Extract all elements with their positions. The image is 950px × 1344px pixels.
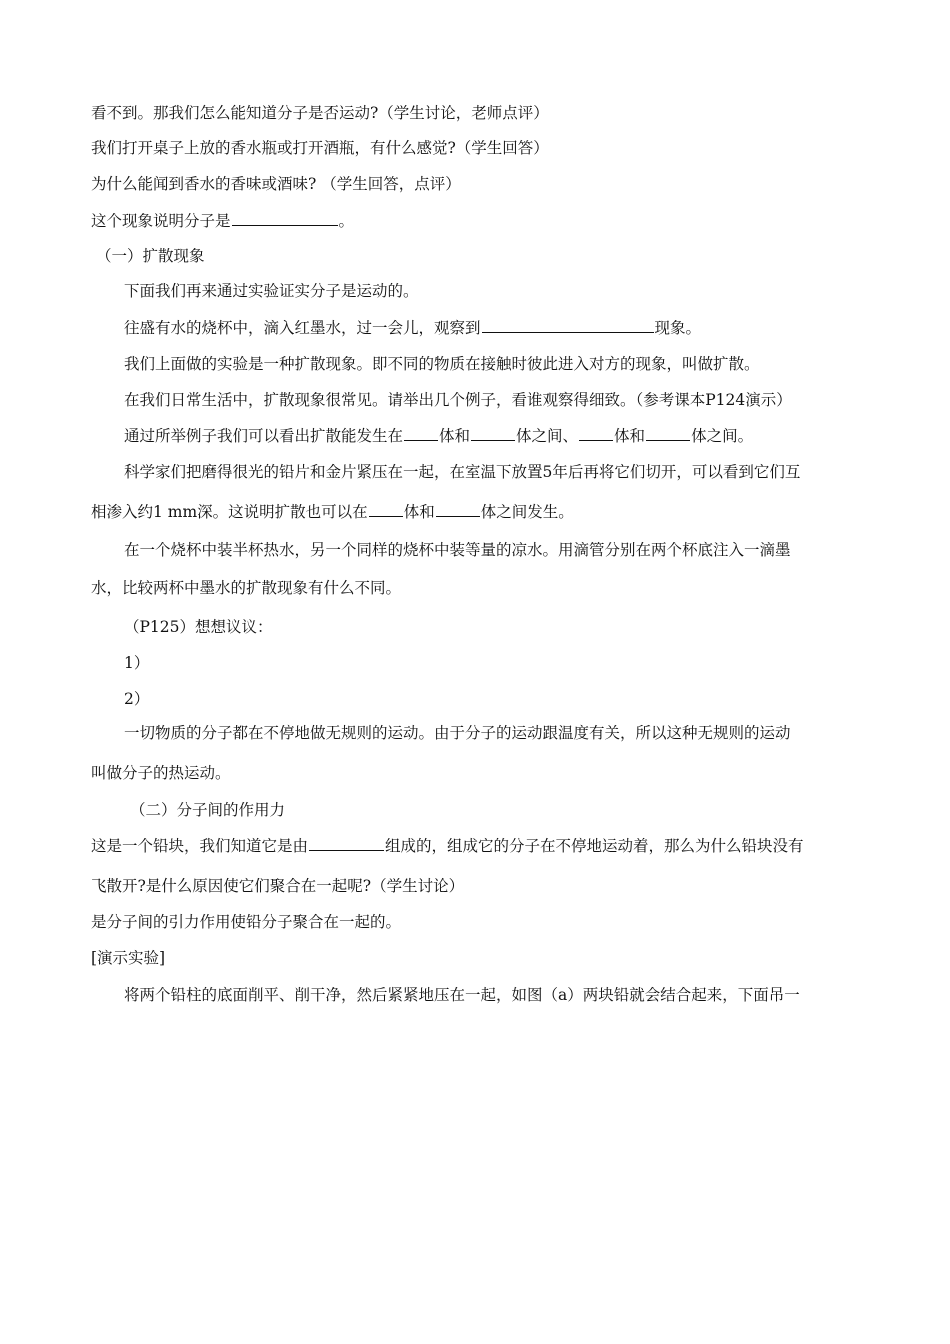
text-segment: 体和 bbox=[403, 503, 435, 521]
paragraph-line: 在一个烧杯中装半杯热水，另一个同样的烧杯中装等量的凉水。用滴管分别在两个杯底注入一滴墨 bbox=[124, 541, 791, 559]
paragraph-line: 在我们日常生活中，扩散现象很常见。请举出几个例子，看谁观察得细致。（参考课本P124演示） bbox=[124, 391, 792, 409]
answer-blank[interactable] bbox=[369, 502, 403, 517]
text-segment: 体和 bbox=[614, 427, 646, 445]
section-heading-molecular-force: （二）分子间的作用力 bbox=[130, 801, 286, 819]
fill-in-line bbox=[124, 426, 753, 446]
answer-blank[interactable] bbox=[471, 426, 515, 441]
answer-blank[interactable] bbox=[436, 502, 480, 517]
text-segment: 体和 bbox=[439, 427, 471, 445]
answer-blank[interactable] bbox=[232, 211, 338, 226]
fill-in-line bbox=[91, 836, 804, 856]
fill-in-line bbox=[91, 211, 354, 231]
list-item: 1） bbox=[124, 654, 150, 672]
answer-blank[interactable] bbox=[579, 426, 613, 441]
demo-heading: [演示实验] bbox=[91, 949, 166, 967]
discussion-heading: （P125）想想议议： bbox=[124, 618, 273, 636]
list-item: 2） bbox=[124, 690, 150, 708]
paragraph-line: 下面我们再来通过实验证实分子是运动的。 bbox=[124, 282, 419, 300]
fill-in-line bbox=[91, 502, 574, 522]
answer-blank[interactable] bbox=[309, 836, 384, 851]
answer-blank[interactable] bbox=[404, 426, 438, 441]
paragraph-line: 看不到。那我们怎么能知道分子是否运动?（学生讨论，老师点评） bbox=[91, 104, 549, 122]
paragraph-line: 水，比较两杯中墨水的扩散现象有什么不同。 bbox=[91, 579, 402, 597]
text-segment: 现象。 bbox=[654, 319, 702, 337]
paragraph-line: 叫做分子的热运动。 bbox=[91, 764, 231, 782]
paragraph-line: 我们打开桌子上放的香水瓶或打开酒瓶，有什么感觉?（学生回答） bbox=[91, 139, 549, 157]
text-segment: 。 bbox=[338, 212, 355, 230]
paragraph-line: 一切物质的分子都在不停地做无规则的运动。由于分子的运动跟温度有关，所以这种无规则的运动 bbox=[124, 724, 791, 742]
paragraph-line: 我们上面做的实验是一种扩散现象。即不同的物质在接触时彼此进入对方的现象，叫做扩散。 bbox=[124, 355, 760, 373]
text-segment: 组成的，组成它的分子在不停地运动着，那么为什么铅块没有 bbox=[385, 837, 804, 855]
paragraph-line: 为什么能闻到香水的香味或酒味? （学生回答，点评） bbox=[91, 175, 461, 193]
paragraph-line: 科学家们把磨得很光的铅片和金片紧压在一起，在室温下放置5年后再将它们切开，可以看到它们互 bbox=[124, 463, 801, 481]
fill-in-line bbox=[124, 318, 701, 338]
answer-blank[interactable] bbox=[482, 318, 654, 333]
text-segment: 这个现象说明分子是 bbox=[91, 212, 231, 230]
text-segment: 这是一个铅块，我们知道它是由 bbox=[91, 837, 309, 855]
text-segment: 往盛有水的烧杯中，滴入红墨水，过一会儿，观察到 bbox=[124, 319, 481, 337]
text-segment: 体之间。 bbox=[691, 427, 754, 445]
text-segment: 通过所举例子我们可以看出扩散能发生在 bbox=[124, 427, 404, 445]
paragraph-line: 将两个铅柱的底面削平、削干净，然后紧紧地压在一起，如图（a）两块铅就会结合起来，下面吊一 bbox=[124, 986, 800, 1004]
paragraph-line: 是分子间的引力作用使铅分子聚合在一起的。 bbox=[91, 913, 402, 931]
text-segment: 体之间、 bbox=[516, 427, 579, 445]
text-segment: 相渗入约1 mm深。这说明扩散也可以在 bbox=[91, 503, 368, 521]
section-heading-diffusion: （一）扩散现象 bbox=[96, 247, 205, 265]
text-segment: 体之间发生。 bbox=[480, 503, 574, 521]
paragraph-line: 飞散开?是什么原因使它们聚合在一起呢?（学生讨论） bbox=[91, 877, 465, 895]
answer-blank[interactable] bbox=[646, 426, 690, 441]
